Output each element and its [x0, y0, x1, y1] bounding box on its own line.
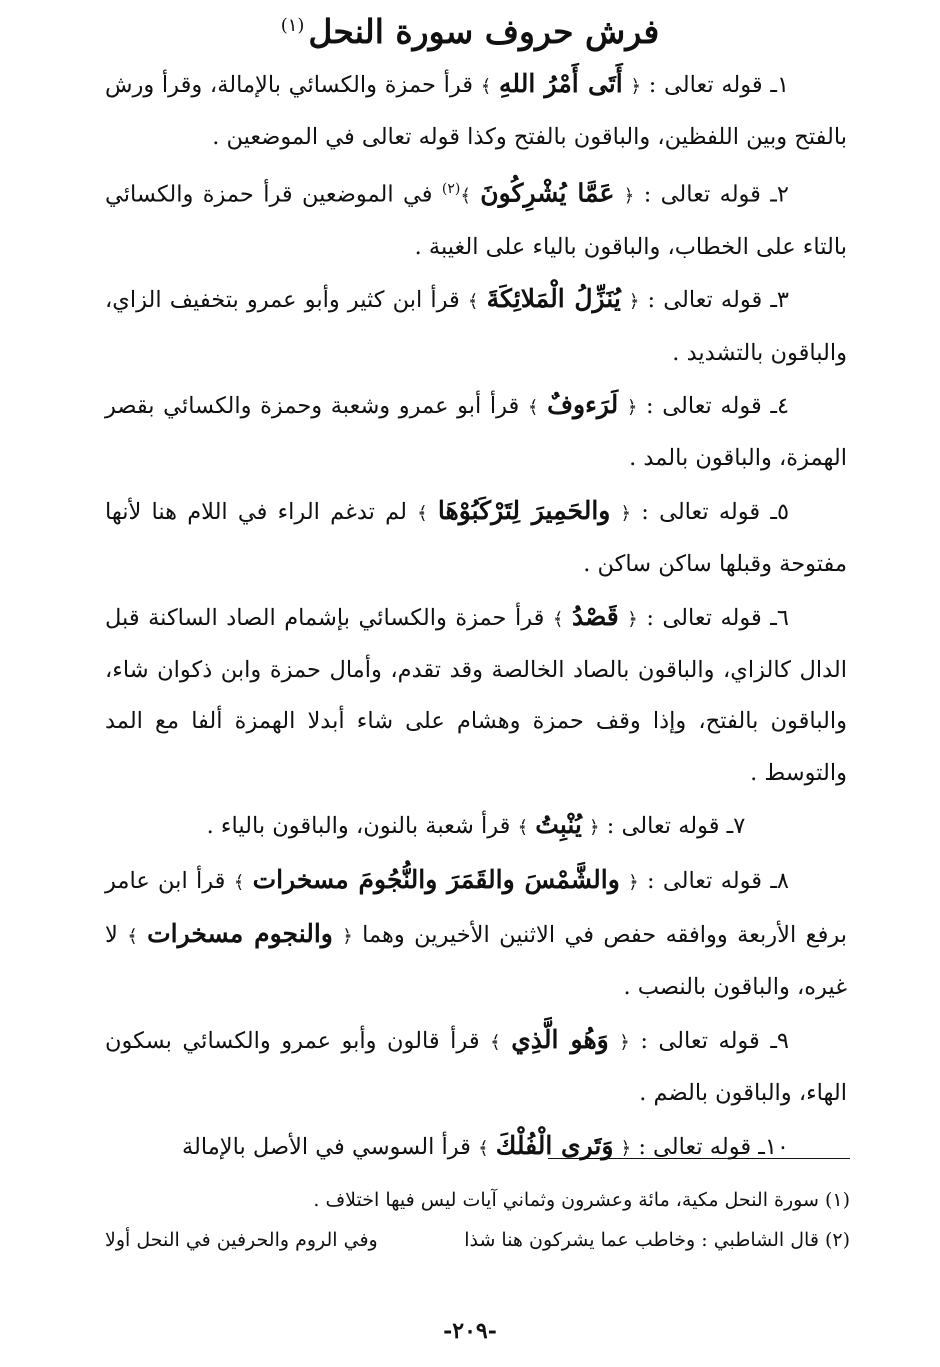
quran-phrase: وَتَرى الْفُلْكَ: [495, 1130, 614, 1160]
page-title: [0, 4, 940, 54]
title-footnote-mark: (١): [280, 15, 305, 36]
ornament-close: ﴾: [233, 871, 245, 893]
entry-text: قرأ ابن عامر برفع الأربعة ووافقه حفص في الاثنين الأخيرين وهما: [105, 867, 848, 948]
quran-phrase: والحَمِيرَ لِتَرْكَبُوْهَا: [437, 495, 611, 525]
ornament-open: ﴿: [619, 1031, 630, 1053]
entry-text: قرأ أبو عمرو وشعبة وحمزة والكسائي بقصر الهمزة، والباقون بالمد .: [105, 392, 847, 472]
footnote-divider: [548, 1158, 850, 1159]
ornament-close: ﴾: [467, 291, 479, 313]
ornament-open: ﴿: [620, 502, 632, 524]
footnotes: [105, 1180, 850, 1260]
ornament-open: ﴿: [342, 926, 353, 947]
entry-4: [105, 379, 847, 485]
entry-text: قرأ ابن كثير وأبو عمرو بتخفيف الزاي، والباقون بالتشديد .: [105, 287, 847, 366]
ornament-close: ﴾: [460, 185, 471, 207]
quran-phrase: والشَّمْسَ والقَمَرَ والنُّجُومَ مسخرات: [252, 864, 620, 894]
entry-lead: ٨ـ قوله تعالى :: [646, 867, 790, 894]
ornament-open: ﴿: [628, 291, 640, 313]
quran-phrase: يُنَزِّلُ الْمَلائِكَةَ: [486, 284, 621, 314]
ornament-close: ﴾: [552, 608, 564, 630]
entry-text: قرأ شعبة بالنون، والباقون بالياء .: [206, 813, 511, 840]
entry-lead: ٣ـ قوله تعالى :: [647, 287, 790, 314]
ornament-close: ﴾: [417, 502, 428, 524]
entry-text: قرأ السوسي في الأصل بالإمالة: [181, 1133, 471, 1160]
ornament-open: ﴿: [623, 185, 635, 207]
title-text: فرش حروف سورة النحل: [308, 12, 660, 51]
ornament-open: ﴿: [626, 396, 638, 418]
entry-lead: ١٠ـ قوله تعالى :: [638, 1133, 789, 1160]
quran-phrase: أَتَى أَمْرُ اللهِ: [499, 69, 623, 98]
entry-text: قرأ حمزة والكسائي بإشمام الصاد الساكنة قبل الدال كالزاي، والباقون بالصاد الخالصة وقد تقدم، وأمال حمزة وابن ذكوان شاء، والباقون بالفتح، وإذا وقف حمزة وهشام على شاء أبدلا الهمزة ألفا مع المد والتوسط .: [105, 604, 847, 786]
entry-lead: ١ـ قوله تعالى :: [648, 72, 790, 98]
entry-text: قرأ حمزة والكسائي بالإمالة، وقرأ ورش بالفتح وبين اللفظين، والباقون بالفتح وكذا قوله تعالى في الموضعين .: [105, 72, 847, 151]
quran-phrase: قَصْدُ: [571, 601, 619, 631]
ornament-close: ﴾: [517, 817, 529, 839]
quran-phrase-2: والنجوم مسخرات: [147, 919, 333, 948]
entry-8: [105, 854, 847, 1014]
entry-lead: ٥ـ قوله تعالى :: [641, 498, 790, 525]
footnote-mark: (٢): [441, 180, 461, 197]
ornament-close: ﴾: [490, 1031, 501, 1053]
body-text: [105, 58, 847, 1174]
entry-text-2: لا غيره، والباقون بالنصب .: [105, 922, 847, 1001]
ornament-open: ﴿: [620, 1137, 632, 1159]
entry-lead: ٧ـ قوله تعالى :: [606, 813, 746, 840]
ornament-open: ﴿: [589, 817, 600, 839]
ornament-open: ﴿: [628, 871, 639, 893]
entry-9: [105, 1014, 847, 1120]
quran-phrase: يُنْبِتُ: [535, 810, 582, 840]
ornament-close: ﴾: [478, 1137, 489, 1159]
entry-7: [105, 799, 847, 853]
quran-phrase: وَهُو الَّذِي: [511, 1024, 609, 1054]
entry-lead: ٦ـ قوله تعالى :: [646, 604, 789, 631]
entry-lead: ٤ـ قوله تعالى :: [646, 392, 790, 419]
entry-lead: ٢ـ قوله تعالى :: [643, 181, 789, 208]
ornament-close: ﴾: [527, 396, 539, 418]
quran-phrase: عَمَّا يُشْرِكُونَ: [480, 178, 615, 208]
entry-10: [105, 1120, 847, 1174]
entry-3: [105, 273, 847, 379]
entry-lead: ٩ـ قوله تعالى :: [640, 1027, 790, 1054]
ornament-close: ﴾: [480, 76, 492, 97]
footnote-text: (٢) قال الشاطبي : وخاطب عما يشركون هنا شذا: [464, 1229, 850, 1251]
ornament-open: ﴿: [627, 608, 638, 630]
entry-2: [105, 164, 847, 273]
entry-1: [105, 58, 847, 164]
footnote-verse-second-half: وفي الروم والحرفين في النحل أولا: [105, 1229, 378, 1251]
entry-text: لم تدغم الراء في اللام هنا لأنها مفتوحة وقبلها ساكن ساكن .: [105, 498, 847, 578]
footnote-text: (١) سورة النحل مكية، مائة وعشرون وثماني آيات ليس فيها اختلاف .: [313, 1189, 850, 1211]
quran-phrase: لَرَءوفٌ: [547, 389, 619, 419]
entry-text: في الموضعين قرأ حمزة والكسائي بالتاء على الخطاب، والباقون بالياء على الغيبة .: [105, 181, 847, 260]
footnote-1: [105, 1180, 850, 1220]
entry-6: [105, 591, 847, 800]
entry-text: قرأ قالون وأبو عمرو والكسائي بسكون الهاء، والباقون بالضم .: [105, 1027, 847, 1107]
page-number: -٢٠٩-: [443, 1318, 497, 1344]
footnote-2: [105, 1220, 850, 1260]
ornament-close: ﴾: [127, 926, 138, 947]
ornament-open: ﴿: [630, 76, 641, 97]
entry-5: [105, 485, 847, 591]
